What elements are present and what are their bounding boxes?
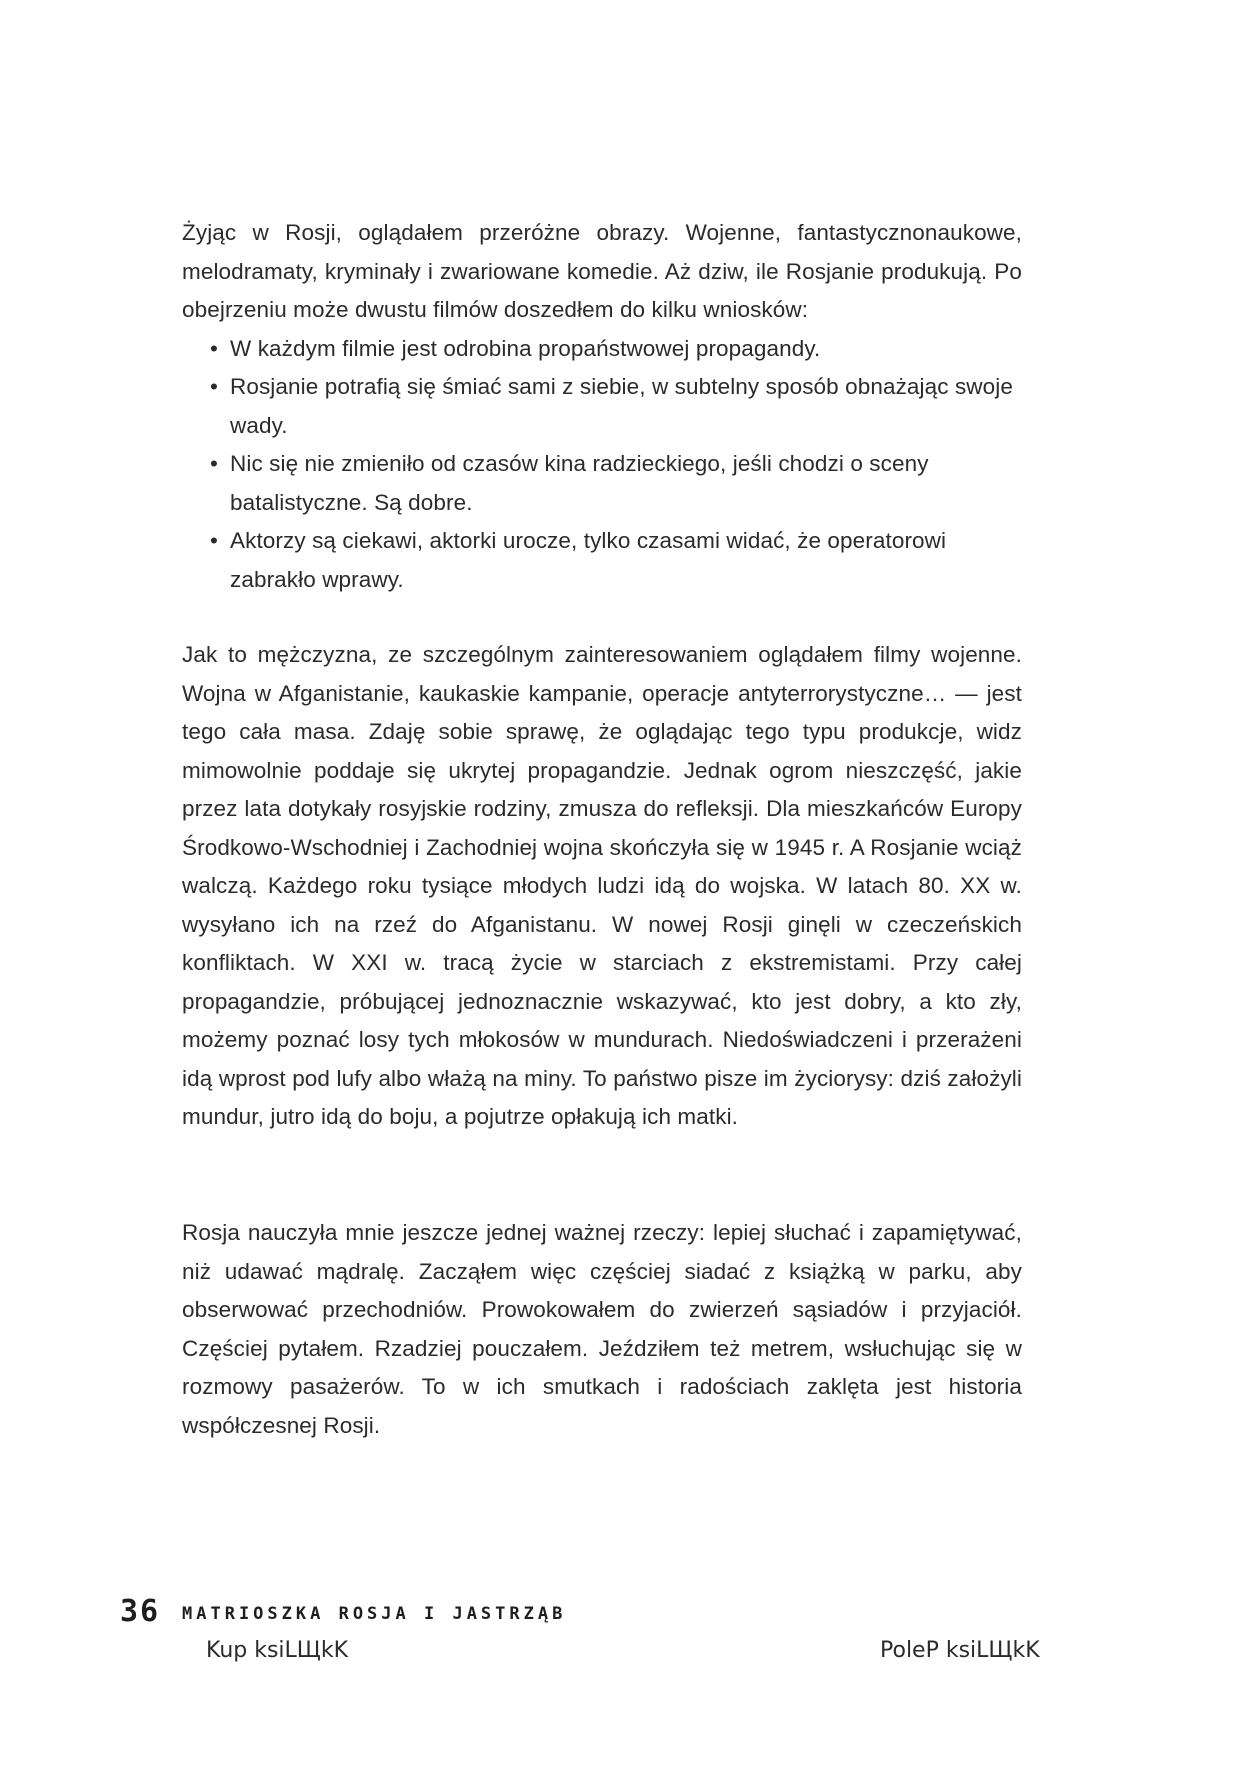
bullet-icon: • bbox=[210, 335, 218, 361]
list-item-text: Rosjanie potrafią się śmiać sami z siebie, w subtelny sposób obnażając swoje wady. bbox=[230, 374, 1013, 438]
list-item-text: Nic się nie zmieniło od czasów kina radzieckiego, jeśli chodzi o sceny batalistyczne. Są dobre. bbox=[230, 451, 929, 515]
bullet-icon: • bbox=[210, 451, 218, 476]
lesson-text: Rosja nauczyła mnie jeszcze jednej ważnej rzeczy: lepiej słuchać i zapamiętywać, niż udawać mądralę. Zacząłem więc częściej siadać z książką w parku, aby obserwować przechodniów. Prowokowałem do zwierzeń sąsiadów i przyjaciół. Częściej pytałem. Rzadziej pouczałem. Jeździłem też metrem, wsłuchując się w rozmowy pasażerów. To w ich smutkach i radościach zaklęta jest historia współczesnej Rosji. bbox=[182, 1220, 1022, 1438]
recommend-book-link[interactable]: PoleP ksiLЩkK bbox=[880, 1638, 1040, 1663]
war-films-text: Jak to mężczyzna, ze szczególnym zainteresowaniem oglądałem filmy wojenne. Wojna w Afganistanie, kaukaskie kampanie, operacje antyterrorystyczne… — jest tego cała masa. Zdaję sobie sprawę, że oglądając tego typu produkcje, widz mimowolnie poddaje się ukrytej propagandzie. Jednak ogrom nieszczęść, jakie przez lata dotykały rosyjskie rodziny, zmusza do refleksji. Dla mieszkańców Europy Środkowo-Wschodniej i Zachodniej wojna skończyła się w 1945 r. A Rosjanie wciąż walczą. Każdego roku tysiące młodych ludzi idą do wojska. W latach 80. XX w. wysyłano ich na rzeź do Afganistanu. W nowej Rosji ginęli w czeczeńskich konfliktach. W XXI w. tracą życie w starciach z ekstremistami. Przy całej propagandzie, próbującej jednoznacznie wskazywać, kto jest dobry, a kto zły, możemy poznać losy tych młokosów w mundurach. Niedoświadczeni i przerażeni idą wprost pod lufy albo włażą na miny. To państwo pisze im życiorysy: dziś założyli mundur, jutro idą do boju, a pojutrze opłakują ich matki. bbox=[182, 642, 1022, 1129]
intro-paragraph-text: Żyjąc w Rosji, oglądałem przeróżne obrazy. Wojenne, fantastycznonaukowe, melodramaty, kryminały i zwariowane komedie. Aż dziw, ile Rosjanie produkują. Po obejrzeniu może dwustu filmów doszedłem do kilku wniosków: bbox=[182, 220, 1022, 322]
running-title: MATRIOSZKA ROSJA I JASTRZĄB bbox=[182, 1604, 567, 1624]
intro-paragraph bbox=[182, 214, 1022, 330]
list-item bbox=[182, 445, 1022, 522]
conclusions-list bbox=[182, 330, 1022, 600]
intro-section bbox=[182, 214, 1022, 599]
buy-book-link[interactable]: Kup ksiLЩkK bbox=[206, 1638, 349, 1663]
list-item bbox=[182, 368, 1022, 445]
list-item bbox=[182, 330, 1022, 369]
lesson-paragraph bbox=[182, 1214, 1022, 1445]
list-item bbox=[182, 522, 1022, 599]
page-number: 36 bbox=[120, 1594, 161, 1629]
war-films-paragraph bbox=[182, 636, 1022, 1137]
bullet-icon: • bbox=[210, 374, 218, 399]
list-item-text: Aktorzy są ciekawi, aktorki urocze, tylko czasami widać, że operatorowi zabrakło wprawy. bbox=[230, 528, 947, 592]
list-item-text: W każdym filmie jest odrobina propaństwowej propagandy. bbox=[230, 335, 821, 361]
bullet-icon: • bbox=[210, 528, 218, 553]
